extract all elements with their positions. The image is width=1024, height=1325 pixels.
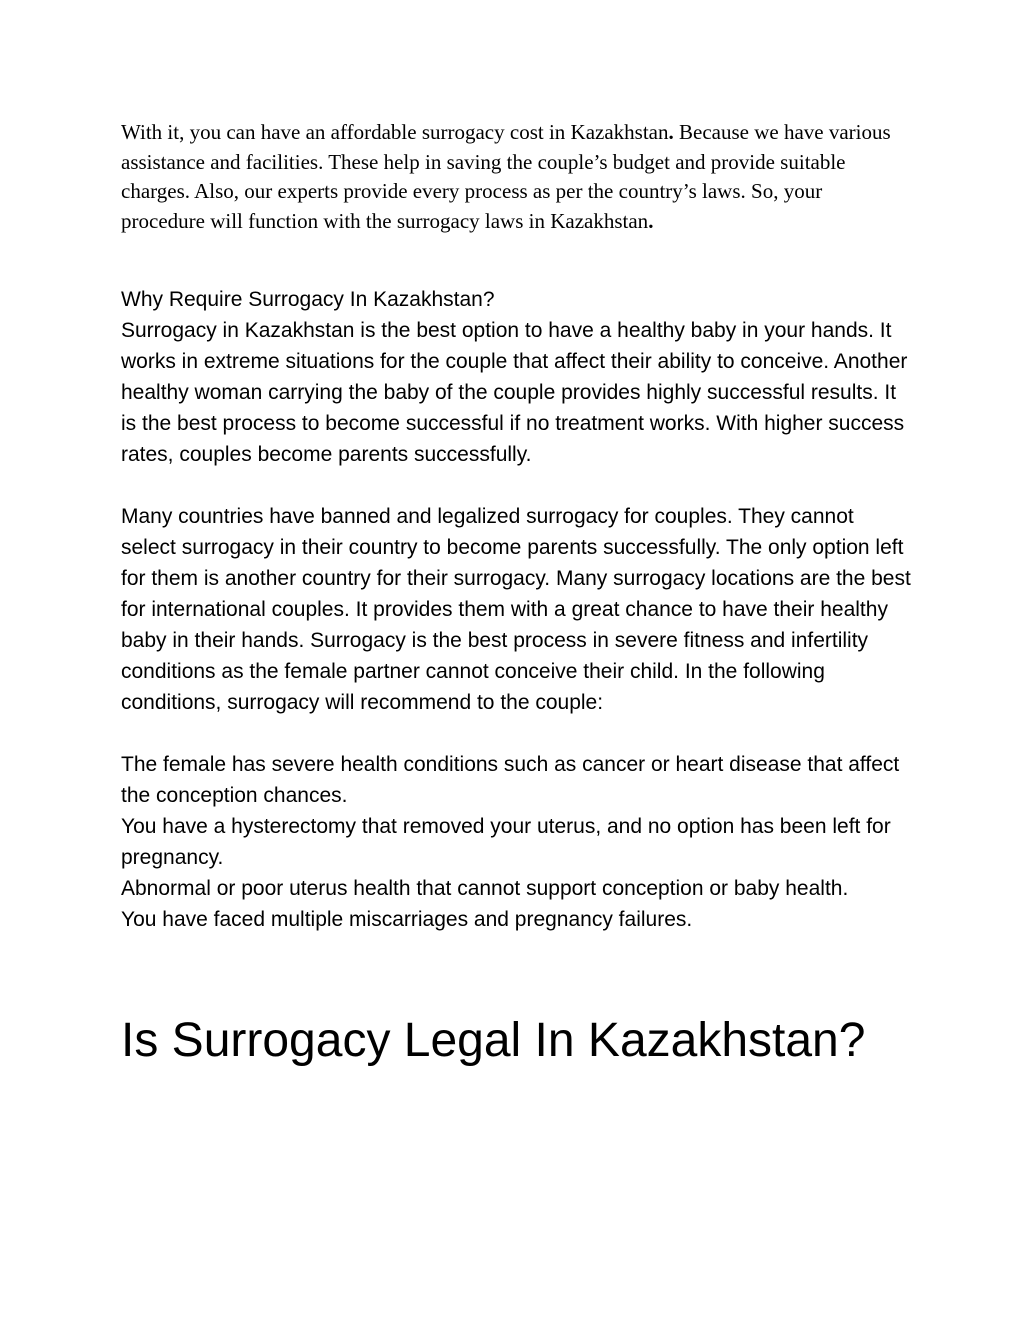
condition-item: You have faced multiple miscarriages and pregnancy failures.: [121, 908, 693, 932]
intro-text-1: With it, you can have an affordable surrogacy cost in Kazakhstan: [121, 120, 669, 144]
why-heading: Why Require Surrogacy In Kazakhstan?: [121, 288, 495, 312]
document-page: [121, 118, 911, 1069]
legal-heading: Is Surrogacy Legal In Kazakhstan?: [121, 1014, 866, 1068]
intro-text-2: Because we have various assistance and facilities. These help in saving the couple’s budget and provide suitable charges. Also, our experts provide every process as per the country’s laws. So, your procedure will function with the surrogacy laws in Kazakhstan: [121, 120, 891, 233]
condition-item: You have a hysterectomy that removed your uterus, and no option has been left for pregnancy.: [121, 815, 891, 870]
condition-item: The female has severe health conditions such as cancer or heart disease that affect the conception chances.: [121, 753, 900, 808]
intro-paragraph: [121, 118, 911, 236]
intro-dot-1: .: [668, 120, 674, 144]
countries-paragraph: Many countries have banned and legalized surrogacy for couples. They cannot select surrogacy in their country to become parents successfully. The only option left for them is another country for their surrogacy. Many surrogacy locations are the best for international couples. It provides them with a great chance to have their healthy baby in their hands. Surrogacy is the best process in severe fitness and infertility conditions as the female partner cannot conceive their child. In the following conditions, surrogacy will recommend to the couple:: [121, 505, 911, 715]
intro-dot-2: .: [648, 208, 654, 233]
condition-item: Abnormal or poor uterus health that cannot support conception or baby health.: [121, 877, 849, 901]
conditions-list: [121, 749, 911, 935]
why-paragraph: Surrogacy in Kazakhstan is the best option to have a healthy baby in your hands. It works in extreme situations for the couple that affect their ability to conceive. Another healthy woman carrying the baby of the couple provides highly successful results. It is the best process to become successful if no treatment works. With higher success rates, couples become parents successfully.: [121, 319, 908, 467]
